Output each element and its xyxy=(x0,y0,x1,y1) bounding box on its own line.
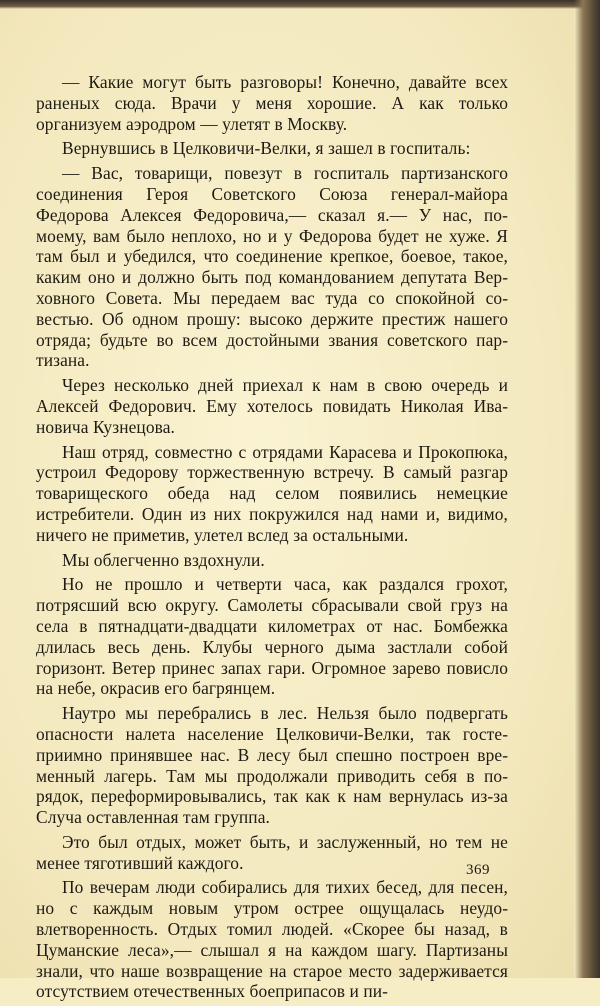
page-number: 369 xyxy=(466,862,490,878)
paragraph-9: Это был отдых, может быть, и заслуженный, но тем не менее тяготивший каждого. xyxy=(36,831,508,873)
paragraph-4: Через несколько дней приехал к нам в свою очередь и Алексей Федорович. Ему хотелось повидать Николая Ивановича Кузнецова. xyxy=(36,375,508,437)
paragraph-7: Но не прошло и четверти часа, как раздался грохот, потрясший всю округу. Самолеты сбрасывали свой груз на села в пятнадцати-двадцати километрах от нас. Бомбежка длилась весь день. Клубы черного дыма застлали собой горизонт. Ветер принес запах гари. Огромное зарево повисло на небе, окрасив его багрянцем. xyxy=(36,574,508,699)
paragraph-6: Мы облегченно вздохнули. xyxy=(62,549,265,570)
paragraph-1: — Какие могут быть разговоры! Конечно, давайте всех раненых сюда. Врачи у меня хорошие. А как только организуем аэродром — улетят в Москву. xyxy=(36,72,508,134)
paragraph-10: По вечерам люди собирались для тихих бесед, для песен, но с каждым новым утром острее ощущалась неудовлетворенность. Отдых томил людей. «Скорее бы назад, в Цуманские леса»,— слышал я на каждом шагу. Партизаны знали, что наше возвращение на старое место задерживается отсутствием отечественных боеприпасов и пи- xyxy=(36,877,508,1002)
paragraph-8: Наутро мы перебрались в лес. Нельзя было подвергать опасности налета население Целковичи-Велки, так гостеприимно принявшее нас. В лесу был спешно построен временный лагерь. Там мы продолжали приводить себя в порядок, переформировывались, так как к нам вернулась из-за Случа оставленная там группа. xyxy=(36,703,508,828)
page-top-shadow xyxy=(0,0,600,9)
paragraph-3: — Вас, товарищи, повезут в госпиталь партизанского соединения Героя Советского Союза генерал-майора Федорова Алексея Федоровича,— сказал я.— У нас, по-моему, вам было неплохо, но и у Федорова будет не хуже. Я там был и убедился, что соединение крепкое, боевое, такое, каким оно и должно быть под командованием депутата Верховного Совета. Мы передаем вас туда со спокойной совестью. Об одном прошу: высоко держите престиж нашего отряда; будьте во всем достойными звания советского партизана. xyxy=(36,163,508,371)
page-text xyxy=(36,72,508,1006)
page-binding-shadow xyxy=(574,0,600,978)
paragraph-2: Вернувшись в Целковичи-Велки, я зашел в госпиталь: xyxy=(62,138,471,159)
paragraph-5: Наш отряд, совместно с отрядами Карасева и Прокопюка, устроил Федорову торжественную встречу. В самый разгар товарищеского обеда над селом появились немецкие истребители. Один из них покружился над нами и, видимо, ничего не приметив, улетел вслед за остальными. xyxy=(36,441,508,545)
